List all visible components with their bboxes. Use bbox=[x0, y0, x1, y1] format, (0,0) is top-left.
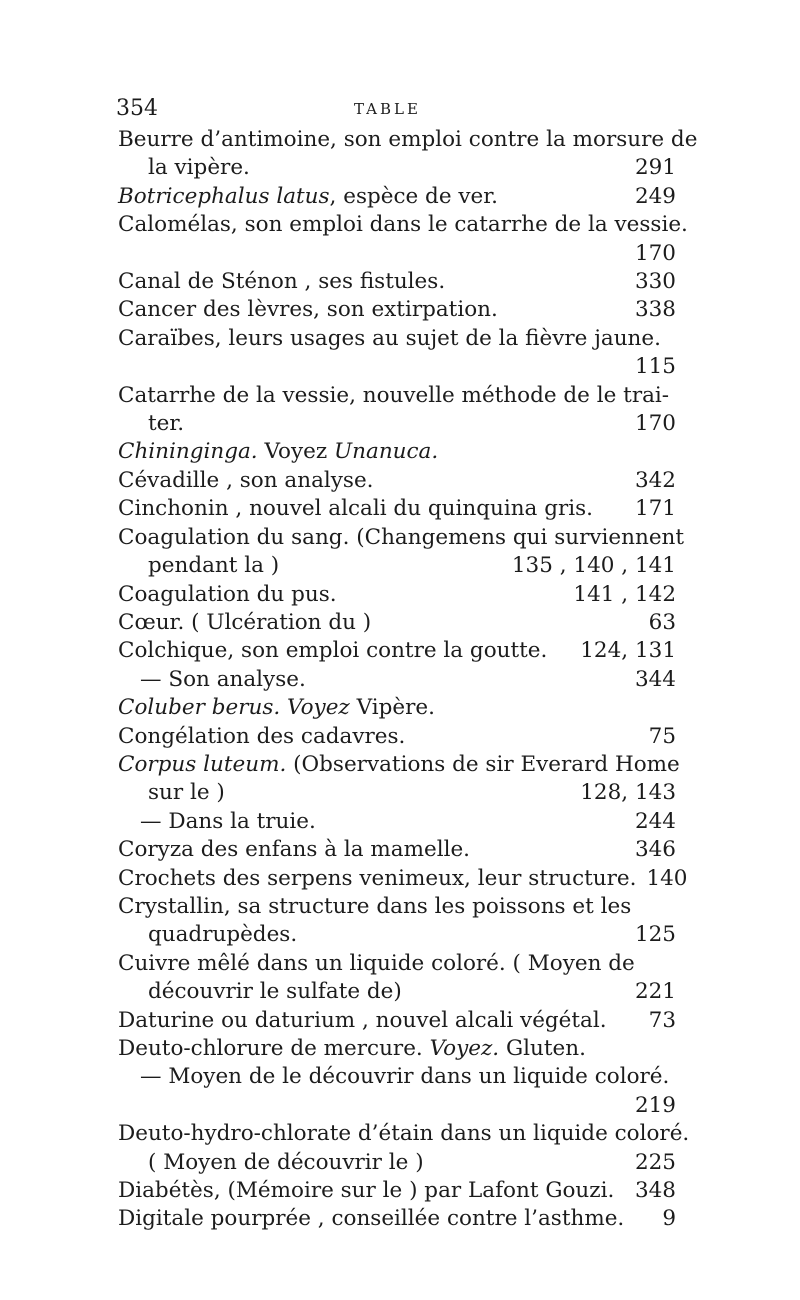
entry-text bbox=[118, 183, 498, 211]
page-number: 354 bbox=[116, 96, 158, 121]
index-entry bbox=[118, 723, 676, 751]
entry-term: Cévadille , son analyse. bbox=[118, 467, 374, 493]
entry-page-ref: 141 , 142 bbox=[573, 581, 676, 607]
entry-term: Coagulation du pus. bbox=[118, 581, 337, 607]
entry-line bbox=[118, 467, 676, 495]
index-entry bbox=[118, 836, 676, 864]
index-entry bbox=[118, 296, 676, 324]
entry-term: Cuivre mêlé dans un liquide coloré. ( Moyen de bbox=[118, 950, 635, 976]
entry-line bbox=[118, 1205, 676, 1233]
entry-line bbox=[118, 325, 676, 353]
entry-line bbox=[118, 637, 676, 665]
entry-line bbox=[118, 1035, 676, 1063]
entry-text bbox=[118, 438, 438, 466]
entry-page-ref: 75 bbox=[648, 723, 676, 749]
index-entry bbox=[118, 495, 676, 523]
entry-line bbox=[118, 609, 676, 637]
entry-page-ref: 249 bbox=[634, 183, 676, 209]
entry-text bbox=[140, 808, 316, 836]
entry-line-continued bbox=[118, 353, 676, 381]
entry-page-ref: 330 bbox=[634, 269, 676, 295]
entry-page-ref: 170 bbox=[634, 240, 676, 266]
entry-line bbox=[118, 581, 676, 609]
index-entry bbox=[118, 382, 676, 439]
entry-term: Diabétès, (Mémoire sur le ) par Lafont Gouzi. bbox=[118, 1178, 615, 1204]
entry-line bbox=[118, 751, 680, 779]
entry-text bbox=[140, 666, 306, 694]
entry-page-ref: 225 bbox=[634, 1149, 676, 1175]
entry-line bbox=[118, 893, 676, 921]
page-header bbox=[116, 96, 676, 126]
entry-line-continued bbox=[118, 154, 676, 182]
entry-line-continued bbox=[118, 779, 676, 807]
entry-line bbox=[118, 950, 676, 978]
entry-text bbox=[118, 467, 374, 495]
entry-page-ref: 124, 131 bbox=[580, 638, 676, 664]
entry-text bbox=[118, 325, 661, 353]
entry-line bbox=[118, 808, 676, 836]
entry-text bbox=[118, 211, 688, 239]
entry-page-ref: 140 bbox=[646, 865, 688, 891]
entry-text bbox=[118, 126, 697, 154]
entry-page-ref: 115 bbox=[634, 354, 676, 380]
entry-text bbox=[118, 524, 684, 552]
entry-line bbox=[118, 211, 688, 239]
entry-line bbox=[118, 524, 685, 552]
entry-term: Deuto-hydro-chlorate d’étain dans un liquide coloré. bbox=[118, 1121, 690, 1147]
entry-line bbox=[118, 126, 698, 154]
entry-ref-italic: Voyez bbox=[287, 695, 350, 721]
entry-line bbox=[118, 1063, 676, 1091]
entry-text bbox=[118, 1007, 607, 1035]
entry-line-continued bbox=[118, 1149, 676, 1177]
entry-text bbox=[118, 495, 593, 523]
entry-term-italic: Chininginga. bbox=[118, 439, 258, 465]
entry-text bbox=[118, 382, 669, 410]
index-entry bbox=[118, 950, 676, 1007]
entry-line bbox=[118, 723, 676, 751]
entry-line-continued bbox=[118, 552, 676, 580]
index-entry bbox=[118, 694, 676, 722]
entry-text bbox=[118, 268, 445, 296]
index-entry bbox=[118, 1007, 676, 1035]
entry-line bbox=[118, 836, 676, 864]
entry-continuation: ( Moyen de découvrir le ) bbox=[148, 1149, 424, 1175]
entry-continuation: quadrupèdes. bbox=[148, 922, 298, 948]
entry-term: Crochets des serpens venimeux, leur structure. bbox=[118, 865, 637, 891]
index-entry bbox=[118, 211, 688, 268]
entry-text bbox=[118, 1120, 689, 1148]
entry-text bbox=[118, 581, 337, 609]
entry-term: Coagulation du sang. (Changemens qui surviennent bbox=[118, 524, 685, 550]
entry-text bbox=[118, 296, 498, 324]
entry-continuation: découvrir le sulfate de) bbox=[148, 979, 402, 1005]
index-entry bbox=[118, 865, 688, 893]
entry-text bbox=[118, 609, 371, 637]
entry-line bbox=[118, 865, 688, 893]
entry-term: Congélation des cadavres. bbox=[118, 723, 406, 749]
index-entry bbox=[118, 893, 676, 950]
entry-ref: Gluten. bbox=[499, 1036, 586, 1061]
index-entry bbox=[118, 581, 676, 609]
index-entry bbox=[118, 524, 685, 581]
entry-text bbox=[118, 1205, 624, 1233]
index-entry bbox=[118, 1120, 690, 1177]
entry-ref-italic: Unanuca. bbox=[334, 439, 439, 465]
entry-continuation: sur le ) bbox=[148, 780, 225, 806]
entry-term: Cinchonin , nouvel alcali du quinquina gris. bbox=[118, 496, 593, 522]
entry-text bbox=[118, 723, 405, 751]
index-entry bbox=[118, 609, 676, 637]
entry-line bbox=[118, 296, 676, 324]
entry-line-continued bbox=[118, 978, 676, 1006]
sub-entry-text: — Moyen de le découvrir dans un liquide coloré. bbox=[140, 1064, 670, 1090]
entry-line bbox=[118, 694, 676, 722]
entry-line-continued bbox=[118, 921, 676, 949]
running-title: TABLE bbox=[354, 100, 421, 118]
entry-page-ref: 219 bbox=[634, 1092, 676, 1118]
entry-page-ref: 171 bbox=[634, 496, 676, 522]
entry-page-ref: 63 bbox=[648, 609, 676, 635]
entry-line bbox=[118, 495, 676, 523]
entry-page-ref: 9 bbox=[662, 1206, 676, 1232]
entry-line bbox=[118, 268, 676, 296]
entry-continuation: pendant la ) bbox=[148, 553, 280, 579]
entry-term: , espèce de ver. bbox=[329, 183, 498, 209]
index-entry bbox=[118, 467, 676, 495]
entry-text bbox=[118, 950, 635, 978]
entry-term: Digitale pourprée , conseillée contre l’asthme. bbox=[118, 1206, 625, 1232]
entry-line bbox=[118, 666, 676, 694]
entry-term: Colchique, son emploi contre la goutte. bbox=[118, 638, 548, 664]
entry-page-ref: 342 bbox=[634, 467, 676, 493]
entry-page-ref: 348 bbox=[634, 1178, 676, 1204]
entry-text bbox=[118, 1035, 586, 1063]
index-entry bbox=[118, 126, 698, 183]
entry-line-continued bbox=[118, 1092, 676, 1120]
entry-page-ref: 125 bbox=[634, 922, 676, 948]
entry-text bbox=[140, 1063, 669, 1091]
index-entries bbox=[118, 126, 698, 1234]
index-entry bbox=[118, 268, 676, 296]
entry-term: Calomélas, son emploi dans le catarrhe de la vessie. bbox=[118, 212, 688, 238]
entry-line-continued bbox=[118, 240, 676, 268]
entry-line bbox=[118, 183, 676, 211]
index-entry bbox=[118, 438, 676, 466]
entry-line bbox=[118, 382, 676, 410]
entry-text bbox=[118, 1177, 614, 1205]
entry-page-ref: 135 , 140 , 141 bbox=[511, 553, 676, 579]
index-entry bbox=[118, 637, 676, 665]
entry-page-ref: 338 bbox=[634, 297, 676, 323]
sub-entry-text: — Dans la truie. bbox=[140, 808, 316, 834]
sub-entry-text: — Son analyse. bbox=[140, 666, 306, 692]
index-entry bbox=[118, 1035, 676, 1063]
entry-page-ref: 344 bbox=[634, 666, 676, 692]
entry-page-ref: 170 bbox=[634, 411, 676, 437]
index-entry bbox=[118, 1177, 676, 1205]
entry-term: Caraïbes, leurs usages au sujet de la fièvre jaune. bbox=[118, 325, 661, 351]
entry-text bbox=[118, 865, 636, 893]
index-entry bbox=[118, 1205, 676, 1233]
entry-line bbox=[118, 438, 676, 466]
entry-line bbox=[118, 1120, 690, 1148]
entry-term: Canal de Sténon , ses fistules. bbox=[118, 269, 446, 295]
entry-term: Daturine ou daturium , nouvel alcali végétal. bbox=[118, 1007, 607, 1033]
entry-term: Coryza des enfans à la mamelle. bbox=[118, 837, 471, 863]
index-entry bbox=[118, 808, 676, 836]
entry-text bbox=[118, 751, 680, 779]
entry-term: Deuto-chlorure de mercure. bbox=[118, 1036, 430, 1061]
entry-term: Cœur. ( Ulcération du ) bbox=[118, 609, 372, 635]
entry-term: Cancer des lèvres, son extirpation. bbox=[118, 297, 498, 323]
entry-line bbox=[118, 1007, 676, 1035]
index-entry bbox=[118, 666, 676, 694]
entry-term-italic: Corpus luteum. bbox=[118, 751, 287, 777]
entry-ref: Vipère. bbox=[349, 695, 435, 721]
entry-page-ref: 128, 143 bbox=[580, 780, 676, 806]
entry-page-ref: 73 bbox=[648, 1007, 676, 1033]
entry-term: (Observations de sir Everard Home bbox=[286, 751, 680, 777]
entry-line-continued bbox=[118, 410, 676, 438]
entry-line bbox=[118, 1177, 676, 1205]
entry-ref-italic: Voyez. bbox=[429, 1036, 500, 1061]
entry-term: Beurre d’antimoine, son emploi contre la morsure de bbox=[118, 127, 698, 152]
entry-term: Catarrhe de la vessie, nouvelle méthode de le trai- bbox=[118, 382, 670, 408]
entry-page-ref: 221 bbox=[634, 979, 676, 1005]
entry-text bbox=[118, 836, 470, 864]
entry-text bbox=[118, 893, 631, 921]
entry-page-ref: 346 bbox=[634, 837, 676, 863]
index-entry bbox=[118, 325, 676, 382]
entry-text bbox=[118, 637, 547, 665]
entry-term-italic: Coluber berus. bbox=[118, 695, 281, 721]
entry-term-italic: Botricephalus latus bbox=[118, 183, 330, 209]
index-entry bbox=[118, 183, 676, 211]
entry-text bbox=[118, 694, 435, 722]
index-entry bbox=[118, 751, 680, 808]
entry-term: Crystallin, sa structure dans les poissons et les bbox=[118, 893, 632, 919]
entry-page-ref: 244 bbox=[634, 808, 676, 834]
index-entry bbox=[118, 1063, 676, 1120]
entry-term: Voyez bbox=[257, 439, 335, 465]
entry-continuation: ter. bbox=[148, 411, 185, 437]
entry-continuation: la vipère. bbox=[148, 155, 250, 181]
entry-page-ref: 291 bbox=[634, 155, 676, 181]
